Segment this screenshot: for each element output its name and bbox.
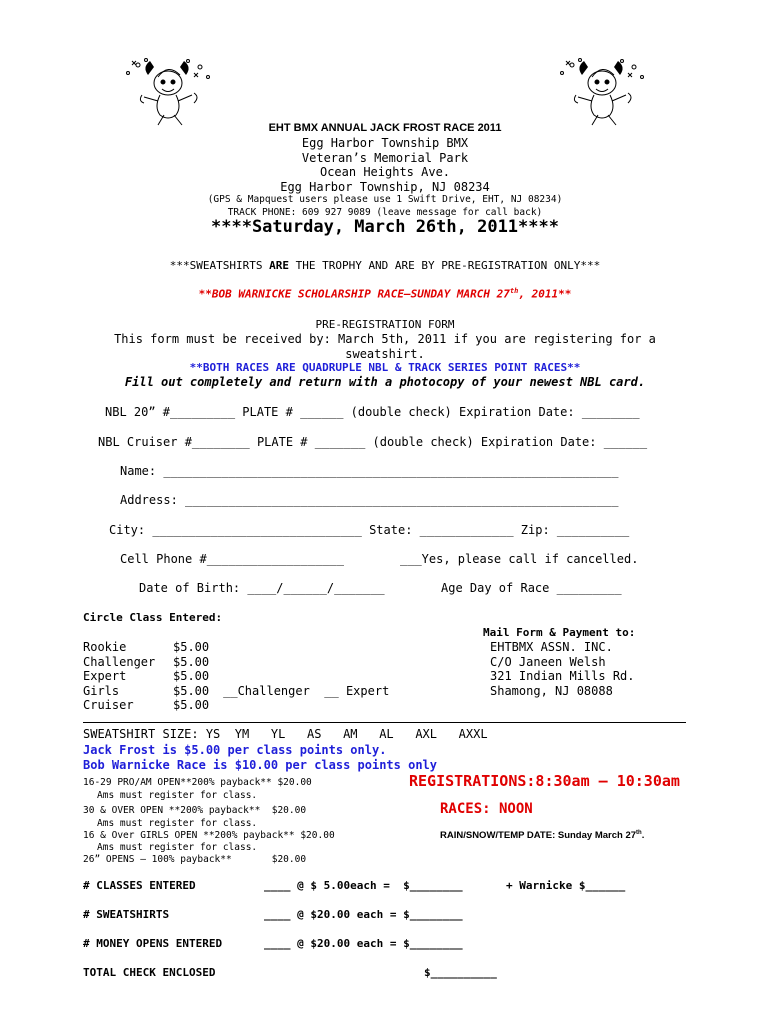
open-girls-note: Ams must register for class. <box>97 842 258 853</box>
fill-out-instruction: Fill out completely and return with a photocopy of your newest NBL card. <box>124 375 646 389</box>
open-girls[interactable]: 16 & Over GIRLS OPEN **200% payback** $20.00 <box>83 830 335 841</box>
nbl-20-field[interactable]: NBL 20” #_________ PLATE # ______ (double check) Expiration Date: ________ <box>105 405 640 419</box>
money-opens-label: # MONEY OPENS ENTERED <box>83 937 223 950</box>
sweatshirt-size-options[interactable]: SWEATSHIRT SIZE: YS YM YL AS AM AL AXL AXXL <box>83 727 488 741</box>
total-check-label: TOTAL CHECK ENCLOSED <box>83 966 216 979</box>
sweatshirt-note: ***SWEATSHIRTS ARE THE TROPHY AND ARE BY PRE-REGISTRATION ONLY*** <box>169 259 601 272</box>
org-name: Egg Harbor Township BMX <box>301 136 469 150</box>
jack-frost-mascot-right <box>552 55 650 127</box>
mail-line-2: C/O Janeen Welsh <box>490 655 606 669</box>
scholarship-race-note: **BOB WARNICKE SCHOLARSHIP RACE—SUNDAY MARCH 27th, 2011** <box>198 287 572 301</box>
race-start-time: RACES: NOON <box>440 801 533 817</box>
class-item-challenger[interactable]: Challenger $5.00 <box>83 654 210 669</box>
open-26-inch[interactable]: 26” OPENS – 100% payback** $20.00 <box>83 854 307 865</box>
venue-city: Egg Harbor Township, NJ 08234 <box>280 180 490 194</box>
rain-date: RAIN/SNOW/TEMP DATE: Sunday March 27th. <box>440 830 645 842</box>
open-pro-am-note: Ams must register for class. <box>97 790 258 801</box>
deadline-line-1: This form must be received by: March 5th, 2011 if you are registering for a <box>114 332 656 346</box>
mail-line-3: 321 Indian Mills Rd. <box>490 669 635 683</box>
venue-street: Ocean Heights Ave. <box>319 165 451 179</box>
event-title: EHT BMX ANNUAL JACK FROST RACE 2011 <box>268 122 502 134</box>
cell-phone-field[interactable]: Cell Phone #___________________ <box>120 552 344 566</box>
jack-frost-points-note: Jack Frost is $5.00 per class points only. <box>83 743 387 757</box>
class-item-rookie[interactable]: Rookie $5.00 <box>83 640 210 654</box>
call-if-cancelled-field[interactable]: ___Yes, please call if cancelled. <box>400 552 639 566</box>
venue-name: Veteran’s Memorial Park <box>301 151 469 165</box>
classes-entered-calc[interactable]: ____ @ $ 5.00each = $________ <box>264 879 463 892</box>
classes-entered-label: # CLASSES ENTERED <box>83 879 196 892</box>
deadline-line-2: sweatshirt. <box>345 347 425 361</box>
points-race-note: **BOTH RACES ARE QUADRUPLE NBL & TRACK SERIES POINT RACES** <box>189 361 581 374</box>
warnicke-amount[interactable]: + Warnicke $______ <box>506 879 626 892</box>
mail-heading: Mail Form & Payment to: <box>483 626 636 639</box>
nbl-cruiser-field[interactable]: NBL Cruiser #________ PLATE # _______ (double check) Expiration Date: ______ <box>98 435 648 449</box>
city-state-zip-field[interactable]: City: _____________________________ State: _____________ Zip: __________ <box>109 523 630 537</box>
registration-times: REGISTRATIONS:8:30am – 10:30am <box>409 772 680 790</box>
address-field[interactable]: Address: ____________________________________________________________ <box>120 493 619 507</box>
gps-note: (GPS & Mapquest users please use 1 Swift Drive, EHT, NJ 08234) <box>207 194 563 205</box>
open-pro-am[interactable]: 16-29 PRO/AM OPEN**200% payback** $20.00 <box>83 777 312 788</box>
sweatshirts-label: # SWEATSHIRTS <box>83 908 170 921</box>
class-item-girls[interactable]: Girls $5.00 __Challenger __ Expert <box>83 683 390 698</box>
open-30-over-note: Ams must register for class. <box>97 818 258 829</box>
class-item-cruiser[interactable]: Cruiser $5.00 <box>83 698 210 713</box>
mail-line-1: EHTBMX ASSN. INC. <box>490 640 613 654</box>
race-date: ****Saturday, March 26th, 2011**** <box>211 217 559 237</box>
warnicke-points-note: Bob Warnicke Race is $10.00 per class points only <box>83 758 438 772</box>
total-check-amount[interactable]: $__________ <box>424 966 497 979</box>
class-heading: Circle Class Entered: <box>83 611 223 624</box>
date-of-birth-field[interactable]: Date of Birth: ____/______/_______ <box>139 581 385 595</box>
divider <box>83 722 686 723</box>
money-opens-calc[interactable]: ____ @ $20.00 each = $________ <box>264 937 463 950</box>
track-phone: TRACK PHONE: 609 927 9089 (leave message for call back) <box>227 207 543 218</box>
class-item-expert[interactable]: Expert $5.00 <box>83 669 210 684</box>
name-field[interactable]: Name: _______________________________________________________________ <box>120 464 619 478</box>
form-title: PRE-REGISTRATION FORM <box>315 318 455 331</box>
age-day-of-race-field[interactable]: Age Day of Race _________ <box>441 581 622 595</box>
open-30-over[interactable]: 30 & OVER OPEN **200% payback** $20.00 <box>83 805 307 816</box>
mail-line-4: Shamong, NJ 08088 <box>490 684 613 698</box>
class-list <box>83 640 389 713</box>
sweatshirts-calc[interactable]: ____ @ $20.00 each = $________ <box>264 908 463 921</box>
jack-frost-mascot-left <box>118 55 216 127</box>
